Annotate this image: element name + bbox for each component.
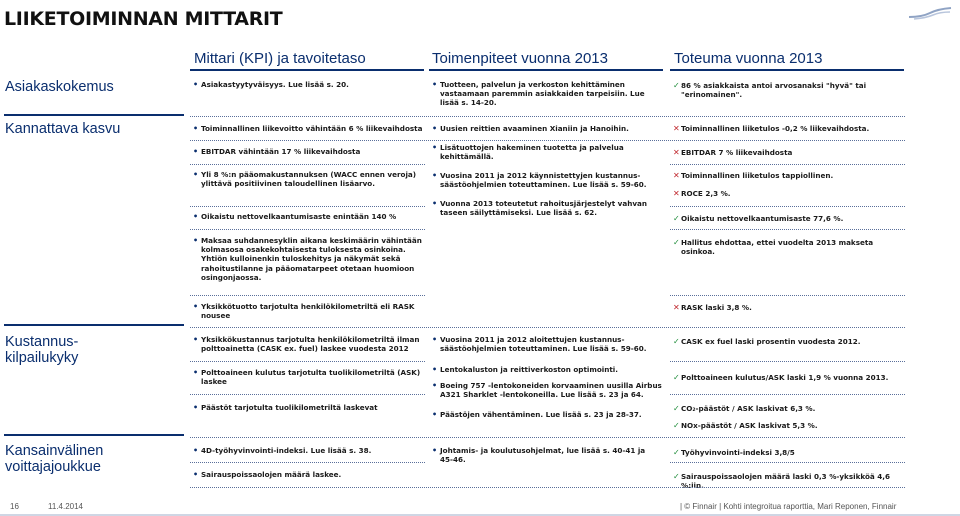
kpi-cell: [193, 80, 423, 89]
finnair-logo-icon: [908, 6, 952, 20]
check-icon: ✓: [673, 238, 680, 247]
row-separator: [190, 206, 425, 207]
row-rule: [4, 434, 184, 436]
results-cell: [673, 337, 905, 346]
row-rule: [4, 114, 184, 116]
bullet-icon: •: [193, 302, 199, 311]
kpi-item: • 4D-työhyvinvointi-indeksi. Lue lisää s. 38.: [193, 446, 372, 455]
action-item: • Tuotteen, palvelun ja verkoston kehittäminen vastaamaan paremmin asiakkaiden tarpeisiin. Lue lisää s. 14-20.: [432, 80, 645, 108]
kpi-cell: [193, 236, 425, 282]
kpi-cell: [193, 124, 425, 133]
row-separator: [190, 361, 425, 362]
kpi-cell: [193, 470, 425, 479]
result-item: ✕ EBITDAR 7 % liikevaihdosta: [673, 148, 793, 157]
row-separator: [190, 394, 425, 395]
actions-cell: [432, 143, 647, 161]
row-separator: [190, 295, 425, 296]
result-item: ✓ Hallitus ehdottaa, ettei vuodelta 2013 makseta osinkoa.: [673, 238, 874, 257]
footer-date: 11.4.2014: [48, 502, 83, 511]
bullet-icon: •: [432, 365, 438, 374]
row-separator: [190, 437, 905, 438]
row-separator: [670, 229, 905, 230]
bullet-icon: •: [432, 410, 438, 419]
kpi-item: • Sairauspoissaolojen määrä laskee.: [193, 470, 342, 479]
result-item: ✓ CASK ex fuel laski prosentin vuodesta 2012.: [673, 337, 861, 346]
row-label-line: Kustannus-: [5, 334, 79, 350]
cross-icon: ✕: [673, 148, 680, 157]
action-item: • Lisätuottojen hakeminen tuotetta ja palvelua kehittämällä.: [432, 143, 624, 162]
check-icon: ✓: [673, 81, 680, 90]
row-label-line: kilpailukyky: [5, 350, 79, 366]
kpi-cell: [193, 302, 425, 320]
bullet-icon: •: [193, 470, 199, 479]
results-cell: [673, 404, 905, 413]
bullet-icon: •: [432, 446, 438, 455]
bullet-icon: •: [432, 335, 438, 344]
result-item: ✓ Polttoaineen kulutus/ASK laski 1,9 % vuonna 2013.: [673, 373, 889, 382]
row-separator: [190, 229, 425, 230]
kpi-item: • Asiakastyytyväisyys. Lue lisää s. 20.: [193, 80, 349, 89]
bullet-icon: •: [193, 212, 199, 221]
result-item: ✓ Oikaistu nettovelkaantumisaste 77,6 %.: [673, 214, 844, 223]
column-header-kpi-rule: [190, 69, 424, 71]
row-rule: [4, 324, 184, 326]
actions-cell: [432, 171, 657, 189]
result-item: ✕ ROCE 2,3 %.: [673, 189, 731, 198]
row-separator: [190, 140, 905, 141]
bullet-icon: •: [432, 80, 438, 89]
column-header-actions-rule: [429, 69, 663, 71]
column-header-results-rule: [670, 69, 904, 71]
results-cell: [673, 238, 893, 256]
row-separator: [190, 462, 425, 463]
check-icon: ✓: [673, 472, 680, 481]
bullet-icon: •: [193, 368, 199, 377]
actions-cell: [432, 199, 657, 217]
column-header-kpi: Mittari (KPI) ja tavoitetaso: [194, 50, 366, 67]
row-separator: [190, 164, 425, 165]
bullet-icon: •: [432, 143, 438, 152]
results-cell: [673, 303, 905, 312]
actions-cell: [432, 365, 662, 374]
check-icon: ✓: [673, 421, 680, 430]
check-icon: ✓: [673, 448, 680, 457]
footer-copyright: | © Finnair | Kohti integroitua raporttia, Mari Reponen, Finnair: [680, 502, 897, 511]
check-icon: ✓: [673, 337, 680, 346]
row-label-cost-competitiveness: [5, 334, 78, 366]
result-item: ✓ Työhyvinvointi-indeksi 3,8/5: [673, 448, 795, 457]
actions-cell: [432, 124, 662, 133]
kpi-cell: [193, 335, 425, 353]
bullet-icon: •: [432, 381, 438, 390]
column-header-actions: Toimenpiteet vuonna 2013: [432, 50, 608, 67]
action-item: • Vuosina 2011 ja 2012 aloitettujen kustannus-säästöohjelmien toteuttaminen. Lue lisää s. 59-60.: [432, 335, 647, 354]
kpi-item: • Oikaistu nettovelkaantumisaste enintään 140 %: [193, 212, 397, 221]
bullet-icon: •: [432, 171, 438, 180]
kpi-cell: [193, 170, 425, 188]
kpi-item: • Päästöt tarjotulta tuolikilometriltä laskevat: [193, 403, 378, 412]
cross-icon: ✕: [673, 171, 680, 180]
row-separator: [670, 164, 905, 165]
results-cell: [673, 124, 905, 133]
bullet-icon: •: [193, 335, 199, 344]
kpi-cell: [193, 403, 425, 412]
kpi-cell: [193, 147, 425, 156]
action-item: • Johtamis- ja koulutusohjelmat, lue lisää s. 40-41 ja 45-46.: [432, 446, 646, 465]
bullet-icon: •: [193, 124, 199, 133]
check-icon: ✓: [673, 214, 680, 223]
kpi-item: • Yksikkökustannus tarjotulta henkilökilometriltä ilman polttoainetta (CASK ex. fuel) laskee vuodesta 2012: [193, 335, 420, 354]
result-item: ✓ CO₂-päästöt / ASK laskivat 6,3 %.: [673, 404, 816, 413]
bullet-icon: •: [193, 147, 199, 156]
actions-cell: [432, 80, 662, 108]
result-item: ✓ 86 % asiakkaista antoi arvosanaksi "hyvä" tai "erinomainen".: [673, 81, 867, 100]
page-title: LIIKETOIMINNAN MITTARIT: [4, 8, 283, 30]
row-label-line: Asiakaskokemus: [5, 79, 114, 95]
row-label-profitable-growth: [5, 121, 120, 137]
row-label-line: voittajajoukkue: [5, 459, 101, 475]
row-label-customer-experience: [5, 79, 114, 95]
row-separator: [190, 116, 905, 117]
results-cell: [673, 421, 905, 430]
action-item: • Uusien reittien avaaminen Xianiin ja Hanoihin.: [432, 124, 629, 133]
action-item: • Lentokaluston ja reittiverkoston optimointi.: [432, 365, 618, 374]
kpi-cell: [193, 368, 425, 386]
results-cell: [673, 214, 905, 223]
bullet-icon: •: [193, 80, 199, 89]
row-separator: [670, 361, 905, 362]
action-item: • Boeing 757 -lentokoneiden korvaaminen uusilla Airbus A321 Sharklet -lentokoneilla. Lue lisää s. 23 ja 64.: [432, 381, 662, 400]
actions-cell: [432, 335, 657, 353]
cross-icon: ✕: [673, 189, 680, 198]
result-item: ✓ Sairauspoissaolojen määrä laski 0,3 %-yksikköä 4,6 %:iin.: [673, 472, 890, 491]
kpi-item: • Yli 8 %:n pääomakustannuksen (WACC ennen veroja) ylittävä positiivinen taloudellinen lisäarvo.: [193, 170, 417, 189]
kpi-item: • Toiminnallinen liikevoitto vähintään 6 % liikevaihdosta: [193, 124, 423, 133]
results-cell: [673, 81, 905, 99]
bullet-icon: •: [432, 199, 438, 208]
kpi-cell: [193, 446, 425, 455]
results-cell: [673, 148, 905, 157]
result-item: ✕ Toiminnallinen liiketulos tappiollinen.: [673, 171, 834, 180]
row-separator: [190, 487, 905, 488]
bullet-icon: •: [193, 446, 199, 455]
page-number: 16: [10, 502, 19, 511]
action-item: • Päästöjen vähentäminen. Lue lisää s. 23 ja 28-37.: [432, 410, 642, 419]
actions-cell: [432, 410, 664, 419]
row-separator: [670, 295, 905, 296]
check-icon: ✓: [673, 404, 680, 413]
results-cell: [673, 171, 905, 180]
kpi-item: • EBITDAR vähintään 17 % liikevaihdosta: [193, 147, 361, 156]
cross-icon: ✕: [673, 124, 680, 133]
row-separator: [670, 206, 905, 207]
check-icon: ✓: [673, 373, 680, 382]
kpi-item: • Polttoaineen kulutus tarjotulta tuolikilometriltä (ASK) laskee: [193, 368, 421, 387]
row-label-international-team: [5, 443, 103, 475]
actions-cell: [432, 381, 664, 399]
result-item: ✕ Toiminnallinen liiketulos -0,2 % liikevaihdosta.: [673, 124, 870, 133]
row-label-line: Kannattava kasvu: [5, 121, 121, 137]
actions-cell: [432, 446, 657, 464]
bullet-icon: •: [193, 403, 199, 412]
bullet-icon: •: [193, 170, 199, 179]
action-item: • Vuosina 2011 ja 2012 käynnistettyjen kustannus-säästöohjelmien toteuttaminen. Lue lisää s. 59-60.: [432, 171, 647, 190]
bullet-icon: •: [432, 124, 438, 133]
results-cell: [673, 448, 905, 457]
bullet-icon: •: [193, 236, 199, 245]
action-item: • Vuonna 2013 toteutetut rahoitusjärjestelyt vahvan taseen säilyttämiseksi. Lue lisää s. 62.: [432, 199, 647, 218]
kpi-item: • Yksikkötuotto tarjotulta henkilökilometriltä eli RASK nousee: [193, 302, 415, 321]
results-cell: [673, 373, 905, 382]
result-item: ✕ RASK laski 3,8 %.: [673, 303, 752, 312]
row-separator: [670, 394, 905, 395]
results-cell: [673, 189, 905, 198]
column-header-results: Toteuma vuonna 2013: [674, 50, 823, 67]
row-separator: [670, 462, 905, 463]
kpi-item: • Maksaa suhdannesyklin aikana keskimäärin vähintään kolmasosa osakekohtaisesta tuloksesta osinkoina. Yhtiön kulloinenkin tuloskehitys ja näkymät sekä rahoitustilanne ja pääomatarpeet otetaan huomioon osingonjaossa.: [193, 236, 422, 282]
cross-icon: ✕: [673, 303, 680, 312]
result-item: ✓ NOx-päästöt / ASK laskivat 5,3 %.: [673, 421, 818, 430]
row-separator: [190, 327, 905, 328]
kpi-cell: [193, 212, 425, 221]
row-label-line: Kansainvälinen: [5, 443, 104, 459]
